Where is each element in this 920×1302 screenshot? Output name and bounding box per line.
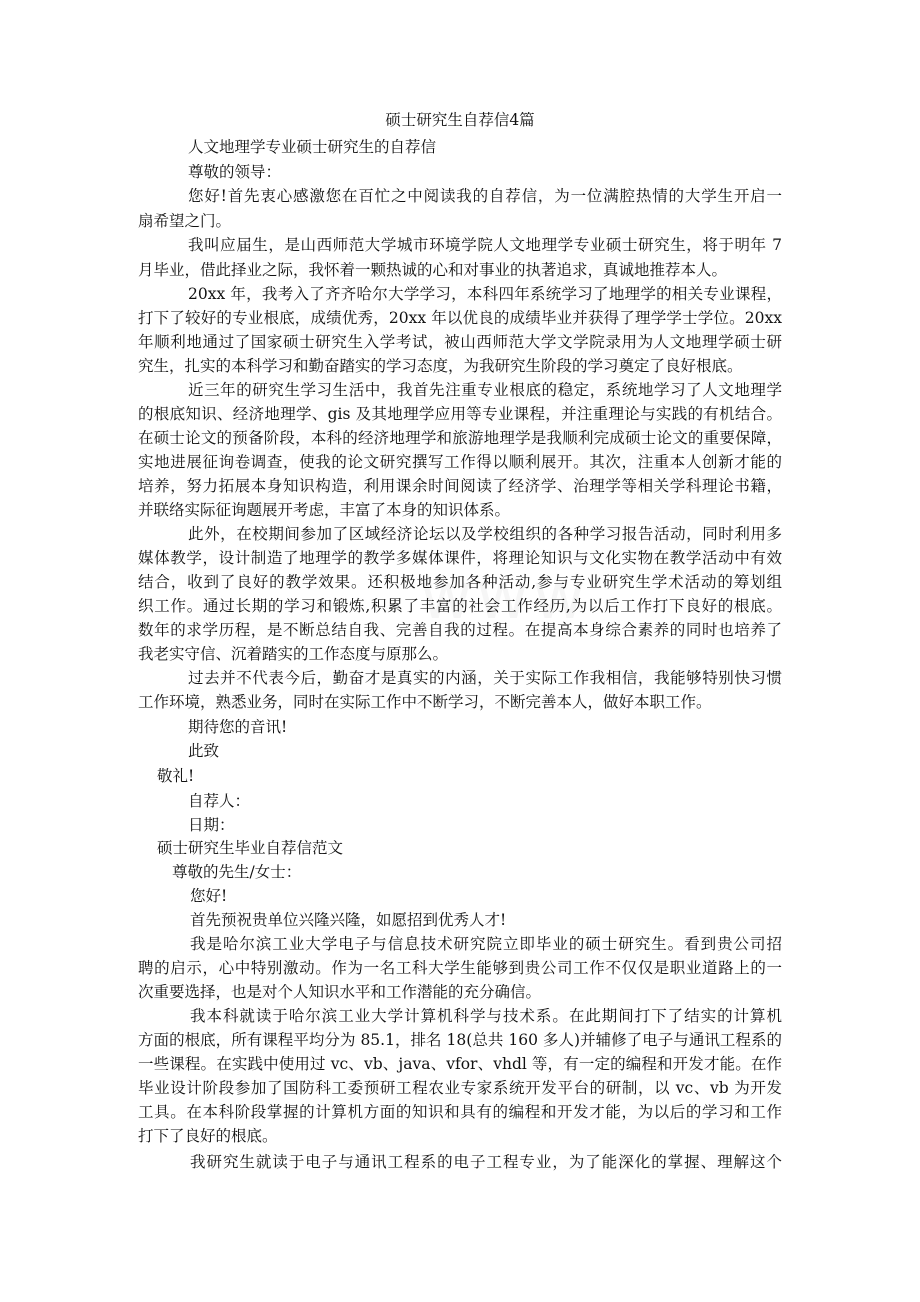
letter1-p2-line: 月毕业，借此择业之际，我怀着一颗热诚的心和对事业的执著追求，真诚地推荐本人。 bbox=[138, 261, 728, 279]
letter1-p1-line: 扇希望之门。 bbox=[138, 212, 232, 230]
letter2-heading: 硕士研究生毕业自荐信范文 bbox=[157, 839, 344, 857]
letter1-p5-line: 我老实守信、沉着踏实的工作态度与原那么。 bbox=[138, 645, 449, 663]
letter2-p1-line: 我是哈尔滨工业大学电子与信息技术研究院立即毕业的硕士研究生。看到贵公司招 bbox=[190, 935, 782, 953]
letter1-p6-line: 过去并不代表今后，勤奋才是真实的内涵，关于实际工作我相信，我能够特别快习惯 bbox=[188, 669, 782, 687]
letter1-p3-line: 究生，扎实的本科学习和勤奋踏实的学习态度，为我研究生阶段的学习奠定了良好根底。 bbox=[138, 357, 743, 375]
letter2-p3-line: 我研究生就读于电子与通讯工程系的电子工程专业，为了能深化的掌握、理解这个 bbox=[190, 1153, 782, 1171]
letter1-date: 日期： bbox=[188, 816, 235, 834]
letter1-p3-line: 年顺利地通过了国家硕士研究生入学考试，被山西师范大学文学院录用为人文地理学硕士研 bbox=[138, 333, 782, 351]
letter1-p5-line: 织工作。通过长期的学习和锻炼,积累了丰富的社会工作经历,为以后工作打下良好的根底。 bbox=[138, 597, 782, 615]
letter2-p2-line: 毕业设计阶段参加了国防科工委预研工程农业专家系统开发平台的研制，以 vc、vb 为开发 bbox=[138, 1079, 782, 1097]
letter2-salutation: 尊敬的先生/女士： bbox=[172, 863, 302, 881]
letter1-p4-line: 并联络实际征询题展开考虑，丰富了本身的知识体系。 bbox=[138, 501, 511, 519]
letter2-p2-line: 一些课程。在实践中使用过 vc、vb、java、vfor、vhdl 等，有一定的编程和开发才能。在作 bbox=[138, 1055, 782, 1073]
letter1-p5-line: 此外，在校期间参加了区域经济论坛以及学校组织的各种学习报告活动，同时利用多 bbox=[188, 525, 782, 543]
letter2-p2-line: 我本科就读于哈尔滨工业大学计算机科学与技术系。在此期间打下了结实的计算机 bbox=[190, 1007, 782, 1025]
letter1-p5-line: 数年的求学历程，是不断总结自我、完善自我的过程。在提高本身综合素养的同时也培养了 bbox=[138, 621, 782, 639]
letter1-p1-line: 您好!首先衷心感激您在百忙之中阅读我的自荐信，为一位满腔热情的大学生开启一 bbox=[188, 187, 782, 205]
letter1-p5-line: 媒体教学，设计制造了地理学的教学多媒体课件，将理论知识与文化实物在教学活动中有效 bbox=[138, 549, 782, 567]
letter1-closing: 此致 bbox=[188, 742, 220, 760]
letter2-wish: 首先预祝贵单位兴隆兴隆，如愿招到优秀人才! bbox=[190, 911, 507, 929]
letter1-p4-line: 近三年的研究生学习生活中，我首先注重专业根底的稳定，系统地学习了人文地理学 bbox=[188, 381, 782, 399]
letter1-p4-line: 实地进展征询卷调查，使我的论文研究撰写工作得以顺利展开。其次，注重本人创新才能的 bbox=[138, 453, 782, 471]
letter2-greeting: 您好! bbox=[190, 887, 228, 905]
letter1-p3-line: 打下了较好的专业根底，成绩优秀，20xx 年以优良的成绩毕业并获得了理学学士学位。20xx bbox=[138, 309, 782, 327]
letter2-p2-line: 打下了良好的根底。 bbox=[138, 1127, 278, 1145]
letter1-heading: 人文地理学专业硕士研究生的自荐信 bbox=[188, 138, 437, 156]
letter2-p1-line: 次重要选择，也是对个人知识水平和工作潜能的充分确信。 bbox=[138, 983, 542, 1001]
letter1-signer: 自荐人： bbox=[188, 792, 251, 810]
letter2-p2-line: 方面的根底，所有课程平均分为 85.1，排名 18(总共 160 多人)并辅修了电子与通讯工程系的 bbox=[138, 1031, 782, 1049]
letter1-p2-line: 我叫应届生，是山西师范大学城市环境学院人文地理学专业硕士研究生，将于明年 7 bbox=[188, 236, 782, 254]
letter1-salutation: 尊敬的领导： bbox=[188, 163, 282, 181]
letter1-p4-line: 培养，努力拓展本身知识构造，利用课余时间阅读了经济学、治理学等相关学科理论书籍， bbox=[138, 477, 782, 495]
letter1-closing: 期待您的音讯! bbox=[188, 718, 288, 736]
letter2-p1-line: 聘的启示，心中特别激动。作为一名工科大学生能够到贵公司工作不仅仅是职业道路上的一 bbox=[138, 959, 782, 977]
letter1-closing: 敬礼! bbox=[157, 767, 195, 785]
letter1-p3-line: 20xx 年，我考入了齐齐哈尔大学学习，本科四年系统学习了地理学的相关专业课程， bbox=[188, 285, 782, 303]
letter1-p4-line: 的根底知识、经济地理学、gis 及其地理学应用等专业课程，并注重理论与实践的有机结合。 bbox=[138, 405, 782, 423]
letter2-p2-line: 工具。在本科阶段掌握的计算机方面的知识和具有的编程和开发才能，为以后的学习和工作 bbox=[138, 1103, 782, 1121]
document-title: 硕士研究生自荐信4篇 bbox=[385, 111, 535, 129]
letter1-p5-line: 结合，收到了良好的教学效果。还积极地参加各种活动,参与专业研究生学术活动的筹划组 bbox=[138, 573, 782, 591]
letter1-p6-line: 工作环境，熟悉业务，同时在实际工作中不断学习，不断完善本人，做好本职工作。 bbox=[138, 693, 712, 711]
letter1-p4-line: 在硕士论文的预备阶段，本科的经济地理学和旅游地理学是我顺利完成硕士论文的重要保障， bbox=[138, 429, 782, 447]
